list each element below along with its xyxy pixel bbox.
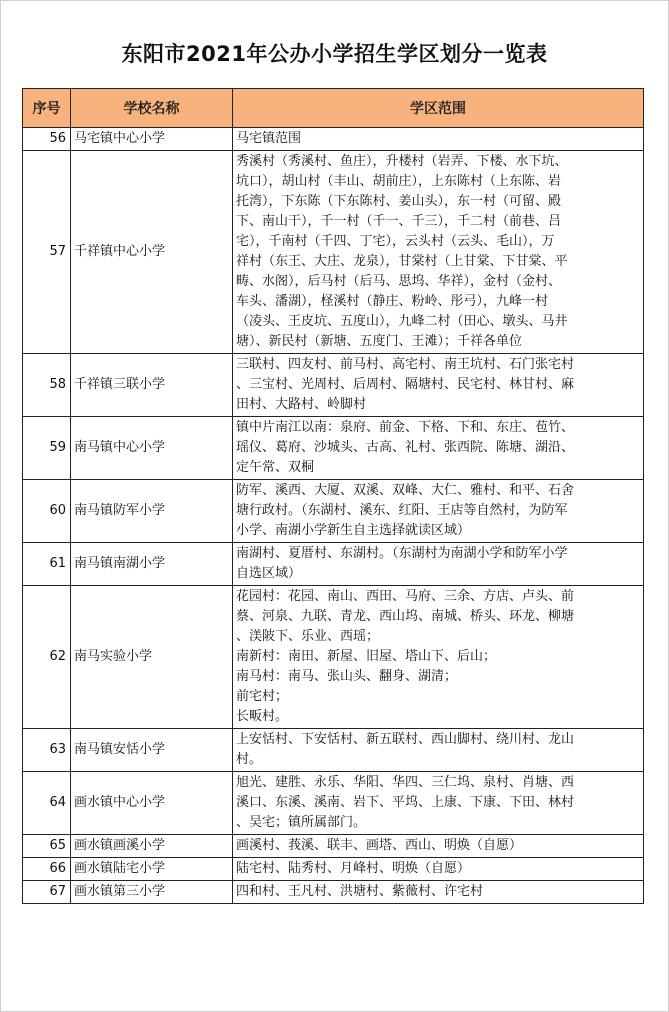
row-number: 63 — [23, 729, 71, 772]
school-name: 南马实验小学 — [71, 586, 233, 729]
row-number: 61 — [23, 543, 71, 586]
row-number: 62 — [23, 586, 71, 729]
district-area-line: 四和村、王凡村、洪塘村、紫薇村、许宅村 — [236, 884, 484, 899]
table-row — [23, 835, 644, 858]
school-name: 南马镇安恬小学 — [71, 729, 233, 772]
table-row — [23, 543, 644, 586]
school-name: 南马镇南湖小学 — [71, 543, 233, 586]
district-area-line: 溪口、东溪、溪南、岩下、平坞、上康、下康、下田、林村 — [236, 795, 575, 810]
district-area-line: 陆宅村、陆秀村、月峰村、明焕（自愿） — [236, 861, 471, 876]
district-area-line: 下、南山干），千一村（千一、千三），千二村（前巷、吕 — [236, 214, 562, 229]
school-name: 南马镇防军小学 — [71, 480, 233, 543]
district-area-line: 前宅村； — [236, 689, 289, 704]
row-number: 60 — [23, 480, 71, 543]
school-name: 画水镇中心小学 — [71, 772, 233, 835]
header-school: 学校名称 — [71, 89, 233, 128]
district-area-line: 托湾），下东陈（下东陈村、姜山头），东一村（可留、殿 — [236, 194, 562, 209]
district-area-line: 、渼陂下、乐业、西瑶； — [236, 629, 380, 644]
table-row — [23, 151, 644, 354]
district-area-line: 三联村、四友村、前马村、高宅村、南王坑村、石门张宅村 — [236, 357, 575, 372]
school-name: 千祥镇三联小学 — [71, 354, 233, 417]
school-name: 千祥镇中心小学 — [71, 151, 233, 354]
table-row — [23, 586, 644, 729]
district-area-line: 南马村：南马、张山头、翻身、湖清； — [236, 669, 458, 684]
district-area-line: 旭光、建胜、永乐、华阳、华四、三仁坞、泉村、肖塘、西 — [236, 775, 575, 790]
district-area-line: 画溪村、莪溪、联丰、画塔、西山、明焕（自愿） — [236, 838, 523, 853]
district-table — [22, 88, 644, 904]
table-header-row — [23, 89, 644, 128]
district-area-line: 南新村：南田、新屋、旧屋、塔山下、后山； — [236, 649, 497, 664]
district-area — [233, 480, 644, 543]
district-area-line: 畴、水阁），后马村（后马、思坞、华祥），金村（金村、 — [236, 274, 562, 289]
district-area-line: 、三宝村、光周村、后周村、隔塘村、民宅村、林甘村、麻 — [236, 377, 575, 392]
district-area — [233, 151, 644, 354]
page-title: 东阳市2021年公办小学招生学区划分一览表 — [121, 42, 548, 66]
district-area-line: 祥村（东王、大庄、龙泉），甘棠村（上甘棠、下甘棠、平 — [236, 254, 568, 269]
district-area-line: 自选区域） — [236, 566, 302, 581]
district-area — [233, 543, 644, 586]
district-area — [233, 772, 644, 835]
district-area-line: 宅），千南村（千四、丁宅），云头村（云头、毛山），万 — [236, 234, 555, 249]
table-row — [23, 417, 644, 480]
district-area — [233, 729, 644, 772]
table-row — [23, 881, 644, 904]
district-area-line: 塘行政村。（东湖村、溪东、红阳、王店等自然村，为防军 — [236, 503, 568, 518]
table-row — [23, 729, 644, 772]
district-area — [233, 128, 644, 151]
district-area-line: 田村、大路村、岭脚村 — [236, 397, 367, 412]
district-area-line: 塘）、新民村（新塘、五度门、王滩）；千祥各单位 — [236, 334, 523, 349]
row-number: 67 — [23, 881, 71, 904]
district-area — [233, 858, 644, 881]
district-area-line: 防军、溪西、大厦、双溪、双峰、大仁、雅村、和平、石舍 — [236, 483, 575, 498]
school-name: 画水镇陆宅小学 — [71, 858, 233, 881]
district-area-line: 镇中片南江以南：泉府、前金、下格、下和、东庄、苞竹、 — [236, 420, 575, 435]
district-area — [233, 417, 644, 480]
table-row — [23, 772, 644, 835]
row-number: 58 — [23, 354, 71, 417]
district-area — [233, 835, 644, 858]
district-area — [233, 354, 644, 417]
district-area-line: 南湖村、夏厝村、东湖村。（东湖村为南湖小学和防军小学 — [236, 546, 568, 561]
table-body — [23, 128, 644, 904]
district-area-line: 瑶仪、葛府、沙城头、古高、礼村、张西院、陈塘、湖沿、 — [236, 440, 575, 455]
table-row — [23, 128, 644, 151]
district-area-line: 坑口），胡山村（丰山、胡前庄），上东陈村（上东陈、岩 — [236, 174, 562, 189]
school-name: 画水镇画溪小学 — [71, 835, 233, 858]
header-area: 学区范围 — [233, 89, 644, 128]
school-name: 南马镇中心小学 — [71, 417, 233, 480]
district-area-line: 村。 — [236, 752, 263, 767]
district-area-line: 马宅镇范围 — [236, 131, 302, 146]
school-name: 马宅镇中心小学 — [71, 128, 233, 151]
district-area-line: 秀溪村（秀溪村、鱼庄），升楼村（岩弄、下楼、水下坑、 — [236, 154, 568, 169]
table-row — [23, 480, 644, 543]
row-number: 65 — [23, 835, 71, 858]
district-area-line: 车头、潘湖），柽溪村（静庄、粉岭、彤弓），九峰一村 — [236, 294, 549, 309]
district-area-line: 、吴宅；镇所属部门。 — [236, 815, 367, 830]
row-number: 56 — [23, 128, 71, 151]
row-number: 64 — [23, 772, 71, 835]
table-row — [23, 858, 644, 881]
row-number: 66 — [23, 858, 71, 881]
header-no: 序号 — [23, 89, 71, 128]
district-area — [233, 586, 644, 729]
district-area-line: 蔡、河泉、九联、青龙、西山坞、南城、桥头、环龙、柳塘 — [236, 609, 575, 624]
district-area-line: 上安恬村、下安恬村、新五联村、西山脚村、绕川村、龙山 — [236, 732, 575, 747]
district-area — [233, 881, 644, 904]
district-area-line: （凌头、王皮坑、五度山），九峰二村（田心、墩头、马井 — [236, 314, 568, 329]
district-area-line: 小学、南湖小学新生自主选择就读区域） — [236, 523, 471, 538]
district-area-line: 花园村：花园、南山、西田、马府、三余、方店、卢头、前 — [236, 589, 575, 604]
table-row — [23, 354, 644, 417]
district-area-line: 定午常、双桐 — [236, 460, 315, 475]
row-number: 59 — [23, 417, 71, 480]
district-area-line: 长畈村。 — [236, 709, 289, 724]
school-name: 画水镇第三小学 — [71, 881, 233, 904]
row-number: 57 — [23, 151, 71, 354]
